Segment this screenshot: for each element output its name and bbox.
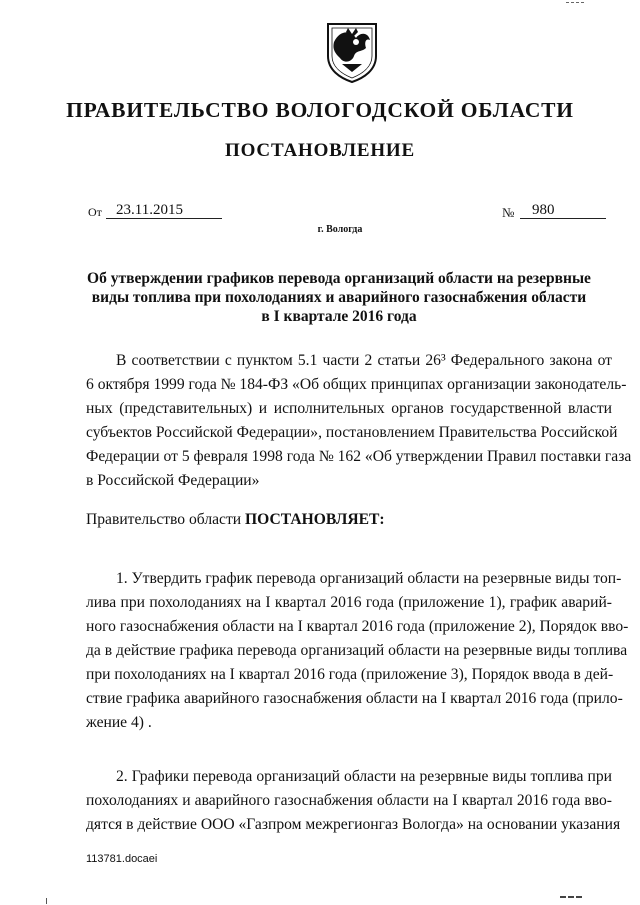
paragraph-line: лива при похолоданиях на I квартал 2016 года (приложение 1), график аварий- [86,594,612,611]
scan-mark [560,896,582,902]
scan-mark [566,2,584,7]
paragraph-line: субъектов Российской Федерации», постановлением Правительства Российской [86,424,618,441]
paragraph-line: 6 октября 1999 года № 184-ФЗ «Об общих принципах организации законодатель- [86,376,627,393]
item-1-paragraph [86,567,629,735]
preamble-paragraph [86,349,632,493]
file-identifier: 113781.docaei [86,853,158,865]
paragraph-line: да в действие графика перевода организаций области на резервные виды топлива [86,642,628,659]
paragraph-line: похолоданиях и аварийного газоснабжения области на I квартал 2016 года вво- [86,792,612,809]
document-number: 980 [532,202,555,218]
document-date: 23.11.2015 [116,202,183,218]
decree-word: ПОСТАНОВЛЯЕТ: [245,511,385,528]
scan-mark [46,898,47,904]
paragraph-line: В соответствии с пунктом 5.1 части 2 статьи 26³ Федерального закона от [116,352,612,369]
paragraph-line: в Российской Федерации» [86,472,260,489]
paragraph-line: 1. Утвердить график перевода организаций области на резервные виды топ- [116,570,622,587]
subject-line: в I квартале 2016 года [261,308,417,325]
paragraph-line: Федерации от 5 февраля 1998 года № 162 «Об утверждении Правил поставки газа [86,448,632,465]
document-subject [70,269,608,326]
paragraph-line: ных (представительных) и исполнительных органов государственной власти [86,400,612,417]
number-label: № [502,205,515,220]
subject-line: виды топлива при похолоданиях и аварийного газоснабжения области [91,289,587,306]
document-type: ПОСТАНОВЛЕНИЕ [225,140,415,161]
coat-of-arms-icon [326,22,378,84]
paragraph-line: при похолоданиях на I квартал 2016 года (приложение 3), Порядок ввода в дей- [86,666,614,683]
item-2-paragraph [86,765,621,837]
paragraph-line: 2. Графики перевода организаций области на резервные виды топлива при [116,768,612,785]
paragraph-line: ного газоснабжения области на I квартал 2016 года (приложение 2), Порядок вво- [86,618,629,635]
decree-line [86,508,612,532]
subject-line: Об утверждении графиков перевода организаций области на резервные [87,270,591,287]
date-label: От [88,205,102,219]
city-name: г. Вологда [317,224,363,235]
paragraph-line: жение 4) . [86,714,152,731]
paragraph-line: ствие графика аварийного газоснабжения области на I квартал 2016 года (прило- [86,690,623,707]
org-title: ПРАВИТЕЛЬСТВО ВОЛОГОДСКОЙ ОБЛАСТИ [66,98,574,122]
paragraph-line: дятся в действие ООО «Газпром межрегионгаз Вологда» на основании указания [86,816,621,833]
decree-prefix: Правительство области [86,511,242,528]
